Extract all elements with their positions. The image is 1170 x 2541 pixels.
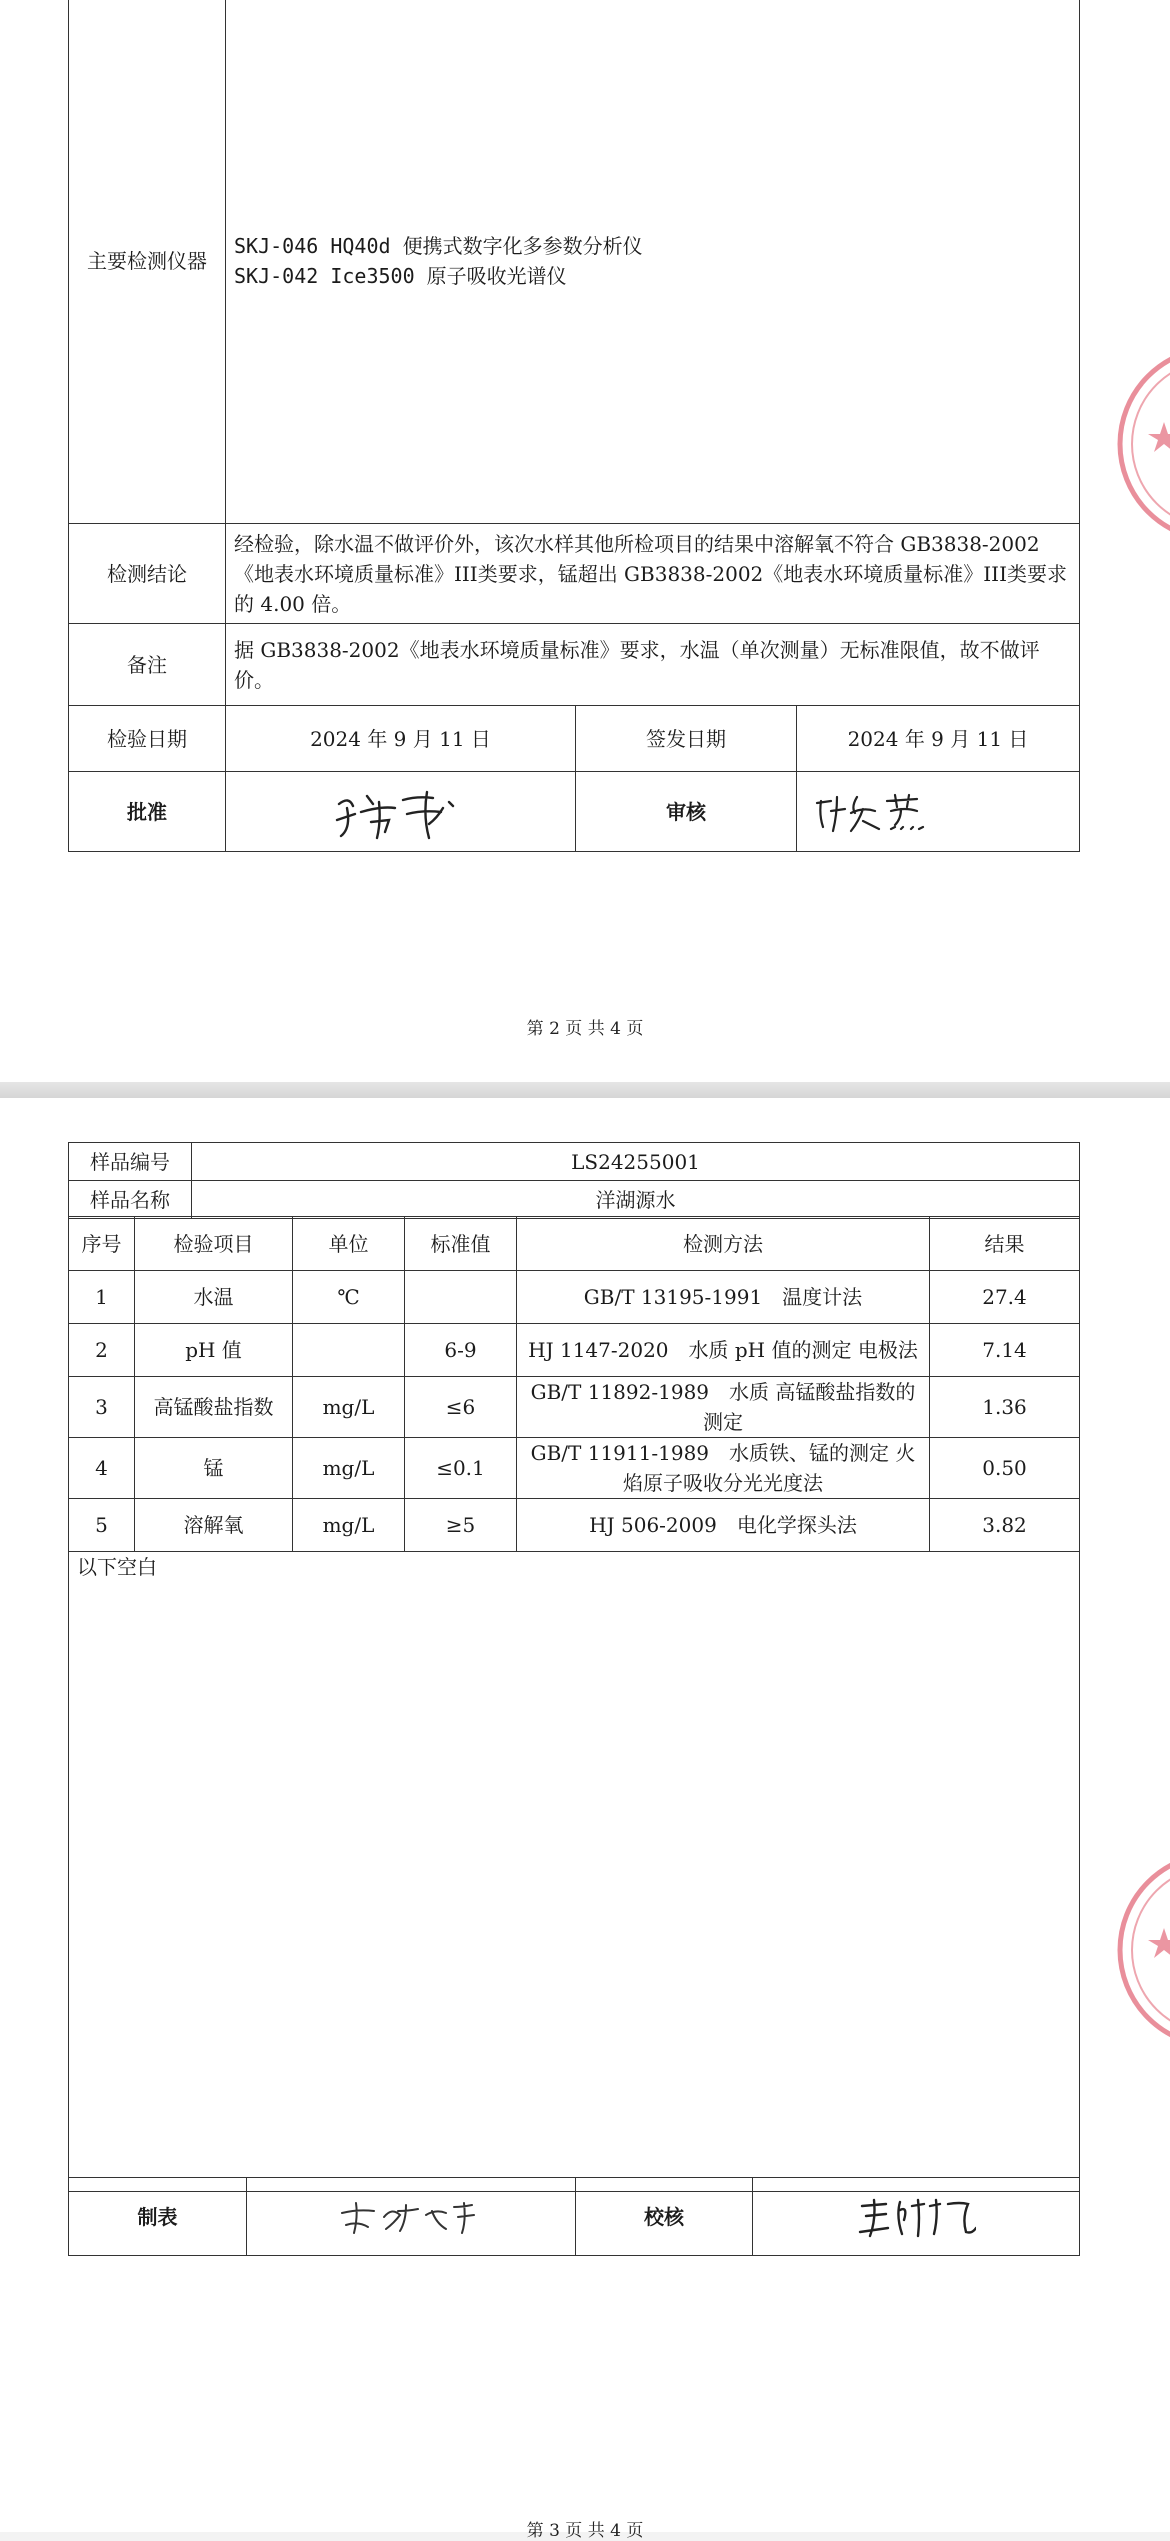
conclusion-row	[69, 524, 1080, 624]
row-method: GB/T 13195-1991 温度计法	[517, 1271, 930, 1324]
sample-no-label: 样品编号	[69, 1143, 192, 1181]
instruments-label: 主要检测仪器	[69, 0, 226, 524]
checked-signature-cell	[753, 2178, 1080, 2256]
row-no: 2	[69, 1324, 135, 1377]
instruments-row	[69, 0, 1080, 524]
table-row	[69, 1438, 1080, 1499]
checked-label: 校核	[576, 2178, 753, 2256]
page-footer: 第 2 页 共 4 页	[526, 1019, 644, 1039]
table-row	[69, 1271, 1080, 1324]
col-header: 检验项目	[135, 1217, 293, 1271]
review-signature	[811, 787, 941, 837]
row-item: 高锰酸盐指数	[135, 1377, 293, 1438]
official-stamp-seal	[1112, 344, 1170, 544]
approve-signature	[331, 782, 471, 842]
test-date-value: 2024 年 9 月 11 日	[226, 706, 576, 772]
conclusion-text: 经检验，除水温不做评价外，该次水样其他所检项目的结果中溶解氧不符合 GB3838-2002《地表水环境质量标准》III类要求，锰超出 GB3838-2002《地表水环境质量标准》III类要求的 4.00 倍。	[226, 524, 1080, 624]
review-label: 审核	[576, 772, 797, 852]
row-unit: mg/L	[293, 1377, 405, 1438]
row-method: HJ 506-2009 电化学探头法	[517, 1499, 930, 1552]
row-unit	[293, 1324, 405, 1377]
row-result: 1.36	[930, 1377, 1080, 1438]
prepared-label: 制表	[69, 2178, 247, 2256]
issue-date-value: 2024 年 9 月 11 日	[797, 706, 1080, 772]
sample-no-row	[69, 1143, 1080, 1181]
approve-label: 批准	[69, 772, 226, 852]
date-row	[69, 706, 1080, 772]
row-item: pH 值	[135, 1324, 293, 1377]
instrument-line: SKJ-042 Ice3500 原子吸收光谱仪	[234, 264, 567, 288]
row-item: 溶解氧	[135, 1499, 293, 1552]
row-unit: mg/L	[293, 1499, 405, 1552]
row-result: 7.14	[930, 1324, 1080, 1377]
results-header-row	[69, 1217, 1080, 1271]
table-row	[69, 1499, 1080, 1552]
table-row	[69, 1377, 1080, 1438]
sample-name-label: 样品名称	[69, 1181, 192, 1219]
row-std: ≥5	[405, 1499, 517, 1552]
col-header: 单位	[293, 1217, 405, 1271]
test-date-label: 检验日期	[69, 706, 226, 772]
col-header: 标准值	[405, 1217, 517, 1271]
row-method: GB/T 11911-1989 水质铁、锰的测定 火焰原子吸收分光光度法	[517, 1438, 930, 1499]
sample-name-row	[69, 1181, 1080, 1219]
signature-row	[69, 2178, 1080, 2256]
row-std: ≤6	[405, 1377, 517, 1438]
remark-label: 备注	[69, 624, 226, 706]
sample-name-value: 洋湖源水	[192, 1181, 1080, 1219]
report-page-2	[0, 0, 1170, 1082]
checked-signature	[856, 2192, 976, 2242]
row-unit: mg/L	[293, 1438, 405, 1499]
conclusion-label: 检测结论	[69, 524, 226, 624]
sample-no-value: LS24255001	[192, 1143, 1080, 1181]
approval-row	[69, 772, 1080, 852]
sample-info-table	[68, 1142, 1080, 1219]
page-footer: 第 3 页 共 4 页	[526, 2521, 644, 2541]
row-method: HJ 1147-2020 水质 pH 值的测定 电极法	[517, 1324, 930, 1377]
row-std	[405, 1271, 517, 1324]
row-result: 3.82	[930, 1499, 1080, 1552]
prepared-checked-table	[68, 2177, 1080, 2256]
blank-area-row	[69, 1552, 1080, 2192]
col-header: 检测方法	[517, 1217, 930, 1271]
row-result: 27.4	[930, 1271, 1080, 1324]
blank-note: 以下空白	[69, 1552, 1080, 2192]
approve-signature-cell	[226, 772, 576, 852]
prepared-signature	[336, 2195, 486, 2239]
remark-row	[69, 624, 1080, 706]
issue-date-label: 签发日期	[576, 706, 797, 772]
prepared-signature-cell	[247, 2178, 576, 2256]
row-result: 0.50	[930, 1438, 1080, 1499]
review-signature-cell	[797, 772, 1080, 852]
row-no: 1	[69, 1271, 135, 1324]
results-table	[68, 1216, 1080, 2192]
row-item: 锰	[135, 1438, 293, 1499]
row-std: ≤0.1	[405, 1438, 517, 1499]
table-row	[69, 1324, 1080, 1377]
row-std: 6-9	[405, 1324, 517, 1377]
page-separator	[0, 1082, 1170, 1098]
instruments-cell	[226, 0, 1080, 524]
col-header: 结果	[930, 1217, 1080, 1271]
row-no: 4	[69, 1438, 135, 1499]
row-no: 3	[69, 1377, 135, 1438]
report-page-3	[0, 1098, 1170, 2541]
row-unit: ℃	[293, 1271, 405, 1324]
report-summary-table	[68, 0, 1080, 852]
inspection-stamp-seal	[1112, 1850, 1170, 2050]
remark-text: 据 GB3838-2002《地表水环境质量标准》要求，水温（单次测量）无标准限值，故不做评价。	[226, 624, 1080, 706]
row-no: 5	[69, 1499, 135, 1552]
row-item: 水温	[135, 1271, 293, 1324]
col-header: 序号	[69, 1217, 135, 1271]
row-method: GB/T 11892-1989 水质 高锰酸盐指数的测定	[517, 1377, 930, 1438]
instrument-line: SKJ-046 HQ40d 便携式数字化多参数分析仪	[234, 234, 643, 258]
